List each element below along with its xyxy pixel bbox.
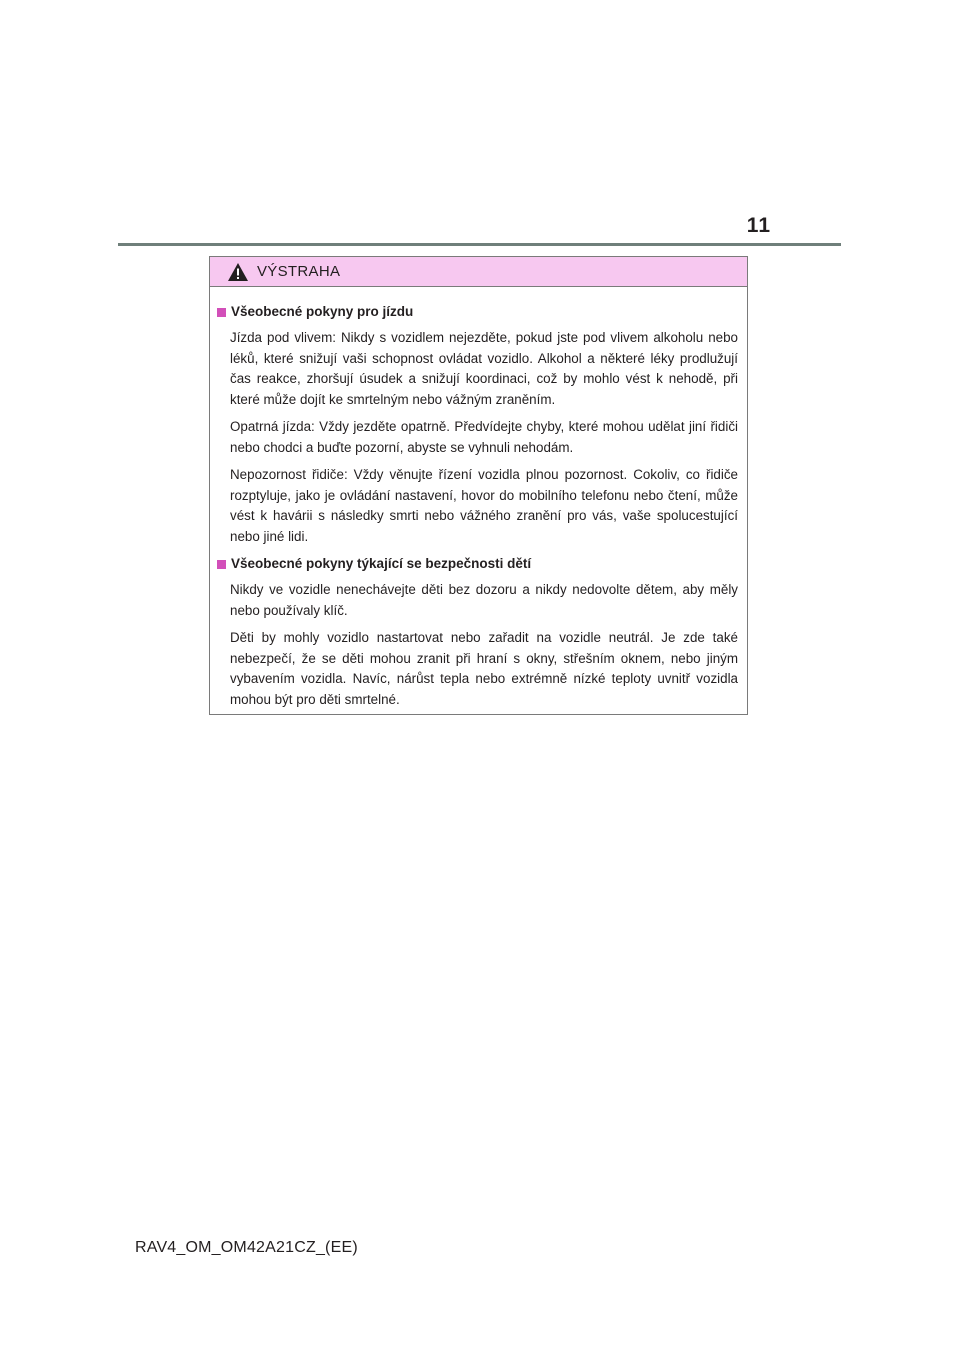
header-rule	[118, 243, 841, 246]
warning-body	[210, 287, 747, 710]
warning-header	[210, 257, 747, 287]
warning-box	[209, 256, 748, 715]
warning-triangle-icon	[227, 262, 249, 282]
section-heading-text: Všeobecné pokyny pro jízdu	[231, 304, 414, 319]
paragraph-influence: Jízda pod vlivem: Nikdy s vozidlem nejezděte, pokud jste pod vlivem alkoholu nebo léků, které snižují vaši schopnost ovládat vozidlo. Alkohol a některé léky prodlužují čas reakce, zhoršují úsudek a snižují koordinaci, což by mohlo vést k nehodě, při které může dojít ke smrtelným nebo vážným zraněním.	[230, 330, 738, 407]
square-bullet-icon	[217, 560, 226, 569]
paragraph-unattended-children: Nikdy ve vozidle nenechávejte děti bez dozoru a nikdy nedovolte dětem, aby měly nebo používaly klíč.	[230, 582, 738, 618]
paragraph-inattention: Nepozornost řidiče: Vždy věnujte řízení vozidla plnou pozornost. Cokoliv, co řidiče rozptyluje, jako je ovládání nastavení, hovor do mobilního telefonu nebo čtení, může vést k havárii s následky smrti nebo vážného zranění pro vás, vaše spolucestující nebo jiné lidi.	[230, 467, 738, 544]
page-number: 11	[746, 214, 771, 237]
section-heading-text: Všeobecné pokyny týkající se bezpečnosti dětí	[231, 556, 532, 571]
section-heading-child-safety	[217, 554, 738, 574]
paragraph-child-hazards: Děti by mohly vozidlo nastartovat nebo zařadit na vozidle neutrál. Je zde také nebezpečí, že se děti mohou zranit při hraní s okny, střešním oknem, nebo jiným vybavením vozidla. Navíc, nárůst tepla nebo extrémně nízké teploty uvnitř vozidla mohou být pro děti smrtelné.	[230, 630, 738, 707]
section-heading-driving	[217, 302, 738, 322]
square-bullet-icon	[217, 308, 226, 317]
paragraph-careful-driving: Opatrná jízda: Vždy jezděte opatrně. Předvídejte chyby, které mohou udělat jiní řidiči nebo chodci a buďte pozorní, abyste se vyhnuli nehodám.	[230, 419, 738, 455]
warning-title: VÝSTRAHA	[257, 263, 341, 280]
footer-document-code: RAV4_OM_OM42A21CZ_(EE)	[135, 1239, 358, 1256]
